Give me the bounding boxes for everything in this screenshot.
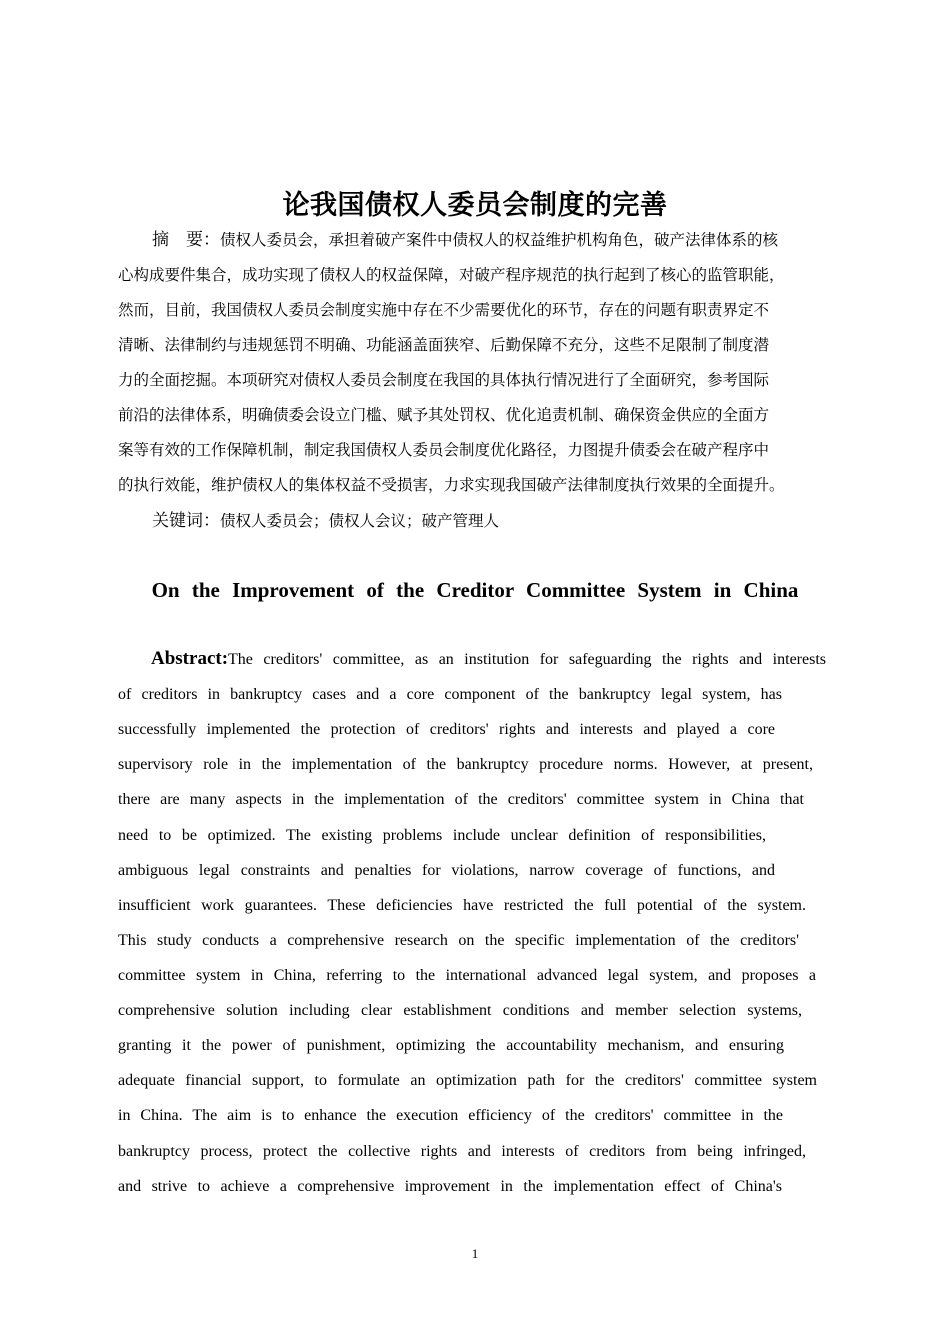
chinese-abstract-text: 债权人委员会，承担着破产案件中债权人的权益维护机构角色，破产法律体系的核 (220, 231, 779, 249)
english-title: On the Improvement of the Creditor Committee System in China (151, 578, 799, 602)
english-abstract-line: This study conducts a comprehensive research on the specific implementation of the creditors' (118, 932, 799, 949)
chinese-abstract-line: 然而，目前，我国债权人委员会制度实施中存在不少需要优化的环节，存在的问题有职责界定不 (118, 301, 770, 319)
english-abstract-line: there are many aspects in the implementation of the creditors' committee system in China that (118, 791, 804, 808)
english-abstract-line: ambiguous legal constraints and penalties for violations, narrow coverage of functions, and (118, 862, 775, 879)
english-abstract-line: committee system in China, referring to the international advanced legal system, and proposes a (118, 967, 816, 984)
english-abstract-line: and strive to achieve a comprehensive improvement in the implementation effect of China's (118, 1178, 782, 1195)
english-abstract-line: bankruptcy process, protect the collective rights and interests of creditors from being infringed, (118, 1143, 806, 1160)
english-abstract-line: adequate financial support, to formulate an optimization path for the creditors' committee system (118, 1072, 817, 1089)
chinese-keywords-label: 关键词： (152, 511, 220, 531)
chinese-abstract-line: 清晰、法律制约与违规惩罚不明确、功能涵盖面狭窄、后勤保障不充分，这些不足限制了制度潜 (118, 336, 770, 354)
english-abstract-text: The creditors' committee, as an institution for safeguarding the rights and interests (228, 651, 826, 668)
chinese-abstract-line: 前沿的法律体系，明确债委会设立门槛、赋予其处罚权、优化追责机制、确保资金供应的全面方 (118, 406, 770, 424)
page-number: 1 (471, 1246, 479, 1261)
chinese-keywords (152, 511, 499, 531)
english-abstract-line: insufficient work guarantees. These deficiencies have restricted the full potential of the system. (118, 897, 806, 914)
chinese-abstract-line: 力的全面挖掘。本项研究对债权人委员会制度在我国的具体执行情况进行了全面研究，参考国际 (118, 371, 770, 389)
english-abstract-line: of creditors in bankruptcy cases and a core component of the bankruptcy legal system, has (118, 686, 782, 703)
chinese-abstract-line: 的执行效能，维护债权人的集体权益不受损害，力求实现我国破产法律制度执行效果的全面提升。 (118, 476, 785, 494)
chinese-abstract-line: 案等有效的工作保障机制，制定我国债权人委员会制度优化路径，力图提升债委会在破产程序中 (118, 441, 770, 459)
english-abstract-line: in China. The aim is to enhance the execution efficiency of the creditors' committee in the (118, 1107, 783, 1124)
chinese-abstract-line: 心构成要件集合，成功实现了债权人的权益保障，对破产程序规范的执行起到了核心的监管职能， (118, 266, 785, 284)
english-abstract-label: Abstract: (151, 648, 229, 669)
chinese-keywords-text: 债权人委员会；债权人会议；破产管理人 (220, 512, 500, 530)
chinese-title: 论我国债权人委员会制度的完善 (282, 190, 668, 221)
english-abstract-line: supervisory role in the implementation of the bankruptcy procedure norms. However, at present, (118, 756, 813, 773)
english-abstract-line: granting it the power of punishment, optimizing the accountability mechanism, and ensuring (118, 1037, 784, 1054)
chinese-abstract-label: 摘 要： (152, 230, 220, 250)
english-abstract-line (151, 649, 826, 670)
english-abstract-line: successfully implemented the protection of creditors' rights and interests and played a core (118, 721, 775, 738)
english-abstract-line: comprehensive solution including clear establishment conditions and member selection systems, (118, 1002, 802, 1019)
english-abstract-line: need to be optimized. The existing problems include unclear definition of responsibilities, (118, 827, 766, 844)
chinese-abstract-line (152, 230, 778, 250)
